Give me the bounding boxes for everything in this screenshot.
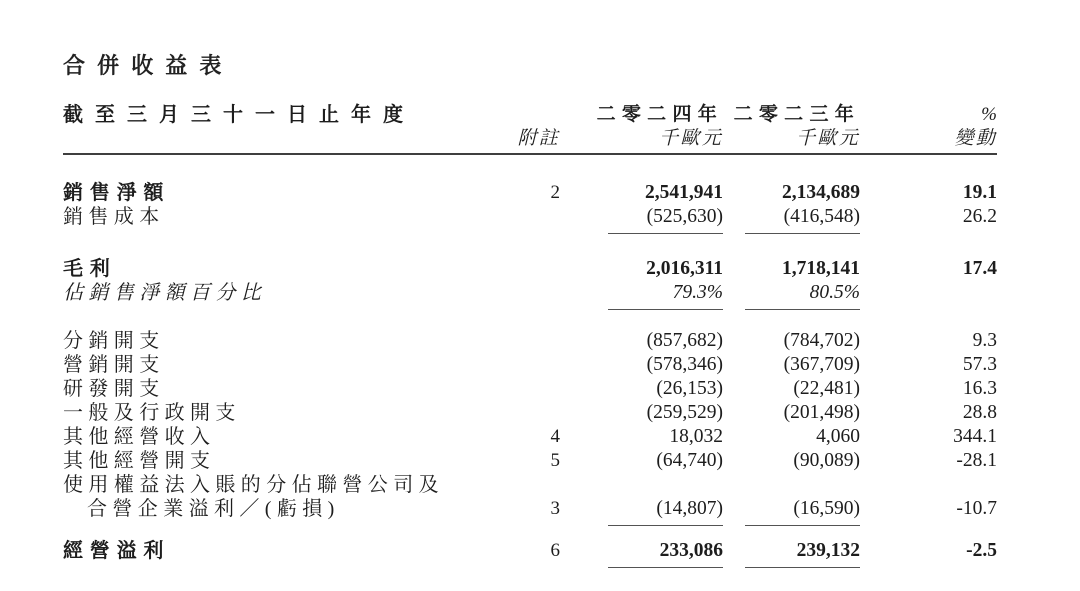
pct-change-cell: 16.3 [962,378,997,399]
value-2024: (525,630) [560,205,723,229]
row-label: 其他經營收入 [63,426,216,448]
pct-change-cell: 57.3 [962,354,997,375]
value-2024: 2,541,941 [645,182,723,203]
column-header-year-2023: 二零二三年 [733,104,860,125]
value-2024: 18,032 [669,426,723,447]
value-2023: 239,132 [723,539,860,563]
value-2024: 233,086 [560,539,723,563]
value-2023: (22,481) [793,378,860,399]
value-2024: 2,016,311 [646,258,723,279]
table-header-row-2 [63,127,997,151]
row-label: 研發開支 [63,378,165,400]
pct-change-cell: -2.5 [966,540,997,561]
table-row [63,329,997,353]
row-label-line2: 合營企業溢利／(虧損) [87,498,340,520]
table-row [63,377,997,401]
value-2024: (26,153) [656,378,723,399]
row-label: 一般及行政開支 [63,402,241,424]
table-row [63,473,997,521]
table-row [63,539,997,563]
row-label: 毛利 [63,258,117,280]
row-label-line1: 使用權益法入賬的分佔聯營公司及 [63,474,444,496]
value-2024: (578,346) [646,354,723,375]
column-header-year-2024: 二零二四年 [596,104,723,125]
row-label: 銷售成本 [63,206,165,228]
pct-change-cell: -10.7 [956,498,997,519]
table-row [63,425,997,449]
row-label: 分銷開支 [63,330,165,352]
pct-change-cell: 19.1 [962,182,997,203]
value-2023: (16,590) [723,497,860,521]
row-label: 營銷開支 [63,354,165,376]
income-statement-table [63,103,997,563]
value-2024: 79.3% [560,281,723,305]
page-title: 合併收益表 [63,53,234,78]
column-header-unit-2023: 千歐元 [796,128,860,149]
pct-change-cell: 28.8 [962,402,997,423]
table-row [63,401,997,425]
row-label [63,473,492,521]
value-2023: 2,134,689 [782,182,860,203]
row-label: 其他經營開支 [63,450,216,472]
row-label: 銷售淨額 [63,182,171,204]
table-row [63,449,997,473]
value-2023: (90,089) [793,450,860,471]
column-header-note: 附註 [517,128,560,149]
note-cell: 4 [550,426,560,447]
pct-change-cell: -28.1 [956,450,997,471]
column-header-percent-symbol: % [981,104,997,125]
note-cell: 5 [550,450,560,471]
table-header-row-1 [63,103,997,127]
value-2023: (367,709) [783,354,860,375]
value-2023: 4,060 [816,426,860,447]
period-header: 截至三月三十一日止年度 [63,104,415,126]
pct-change-cell: 9.3 [972,330,997,351]
value-2023: (416,548) [723,205,860,229]
value-2023: (784,702) [783,330,860,351]
table-row [63,281,997,305]
header-rule [63,153,997,155]
table-row [63,205,997,229]
note-cell: 6 [550,540,560,561]
value-2024: (14,807) [560,497,723,521]
value-2024: (64,740) [656,450,723,471]
note-cell: 3 [550,498,560,519]
row-label: 經營溢利 [63,540,171,562]
column-header-change: 變動 [954,128,997,149]
table-row [63,257,997,281]
value-2023: (201,498) [783,402,860,423]
table-row [63,353,997,377]
column-header-unit-2024: 千歐元 [659,128,723,149]
pct-change-cell: 344.1 [953,426,997,447]
row-label: 佔銷售淨額百分比 [63,282,267,304]
table-row [63,181,997,205]
pct-change-cell: 17.4 [962,258,997,279]
value-2024: (857,682) [646,330,723,351]
value-2023: 1,718,141 [782,258,860,279]
value-2023: 80.5% [723,281,860,305]
pct-change-cell: 26.2 [962,206,997,227]
note-cell: 2 [550,182,560,203]
value-2024: (259,529) [646,402,723,423]
